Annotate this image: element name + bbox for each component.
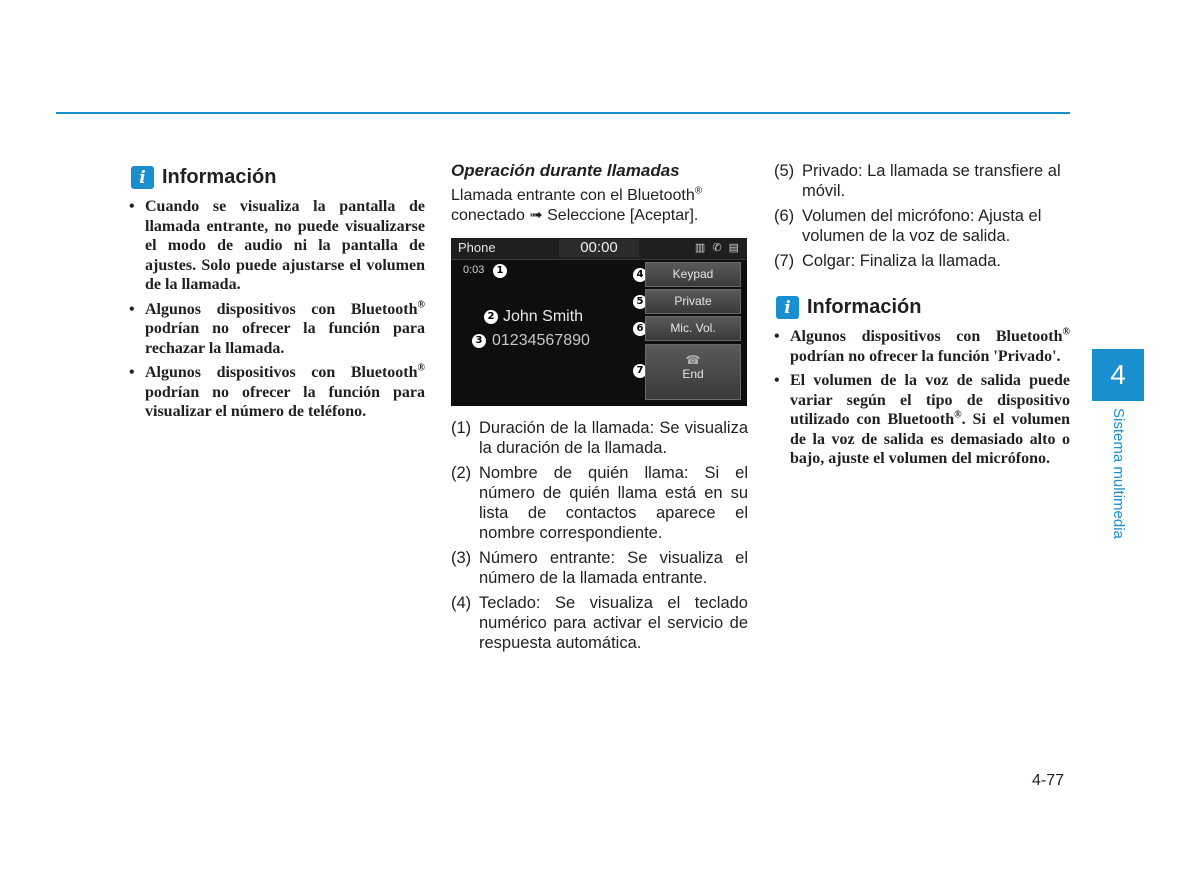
legend-list-right [774,161,1072,276]
info-bullet: • Algunos dispositivos con Bluetooth® podrían no ofrecer la función para visualizar el número de teléfono. [129,363,425,422]
info-bullet: • Algunos dispositivos con Bluetooth® podrían no ofrecer la función para rechazar la llamada. [129,300,425,359]
caller-name: John Smith [503,308,584,325]
call-duration: 0:03 [463,264,485,276]
legend-item: (5) Privado: La llamada se transfiere al móvil. [774,162,1061,200]
info-icon: i [776,296,799,319]
intro-text: Llamada entrante con el Bluetooth® conectado ➟ Seleccione [Aceptar]. [451,185,703,224]
phone-status-bar [451,238,747,260]
legend-item: (6) Volumen del micrófono: Ajusta el volumen de la voz de salida. [774,207,1042,245]
info-bullet: • Algunos dispositivos con Bluetooth® podrían no ofrecer la función 'Privado'. [774,327,1070,366]
keypad-button[interactable]: Keypad [645,262,741,287]
info-heading-right [776,296,921,319]
info-title: Información [162,166,277,188]
info-heading-left [131,166,276,189]
private-button[interactable]: Private [645,289,741,314]
legend-item: (4) Teclado: Se visualiza el teclado numérico para activar el servicio de respuesta automática. [451,594,748,652]
info-bullets-right [774,327,1070,474]
legend-item: (2) Nombre de quién llama: Si el número de quién llama está en su lista de contactos aparece el nombre correspondiente. [451,464,748,542]
marker-3: 3 [472,334,486,348]
hang-up-icon: ☎ [685,353,701,367]
marker-1: 1 [493,264,507,278]
top-rule [56,112,1070,114]
end-label: End [682,367,704,381]
section-subheading: Operación durante llamadas [451,161,680,180]
chapter-label: Sistema multimedia [1110,408,1127,539]
info-icon: i [131,166,154,189]
legend-list-middle [451,418,748,658]
info-bullets-left [129,197,425,427]
info-bullet: • El volumen de la voz de salida puede variar según el tipo de dispositivo utilizado con Bluetooth®. Si el volumen de la voz de salida es demasiado alto o bajo, ajuste el volumen del micrófono. [774,371,1070,469]
end-call-button[interactable] [645,344,741,400]
info-bullet: • Cuando se visualiza la pantalla de llamada entrante, no puede visualizarse el modo de audio ni la pantalla de ajustes. Solo puede ajustarse el volumen de la llamada. [129,197,425,295]
status-icons: ▥ ✆ ▤ [694,242,741,254]
marker-2: 2 [484,310,498,324]
legend-item: (1) Duración de la llamada: Se visualiza la duración de la llamada. [451,419,748,457]
page-number: 4-77 [1032,772,1065,789]
legend-item: (7) Colgar: Finaliza la llamada. [774,252,1002,270]
mic-volume-button[interactable]: Mic. Vol. [645,316,741,341]
phone-app-title: Phone [458,240,496,255]
phone-screenshot [451,238,747,406]
marker-4: 4 [633,268,647,282]
info-title: Información [807,296,922,318]
phone-clock: 00:00 [559,239,639,257]
marker-5: 5 [633,295,647,309]
marker-7: 7 [633,364,647,378]
caller-number: 01234567890 [492,332,590,349]
legend-item: (3) Número entrante: Se visualiza el número de la llamada entrante. [451,549,748,587]
chapter-tab: 4 [1092,349,1144,401]
marker-6: 6 [633,322,647,336]
